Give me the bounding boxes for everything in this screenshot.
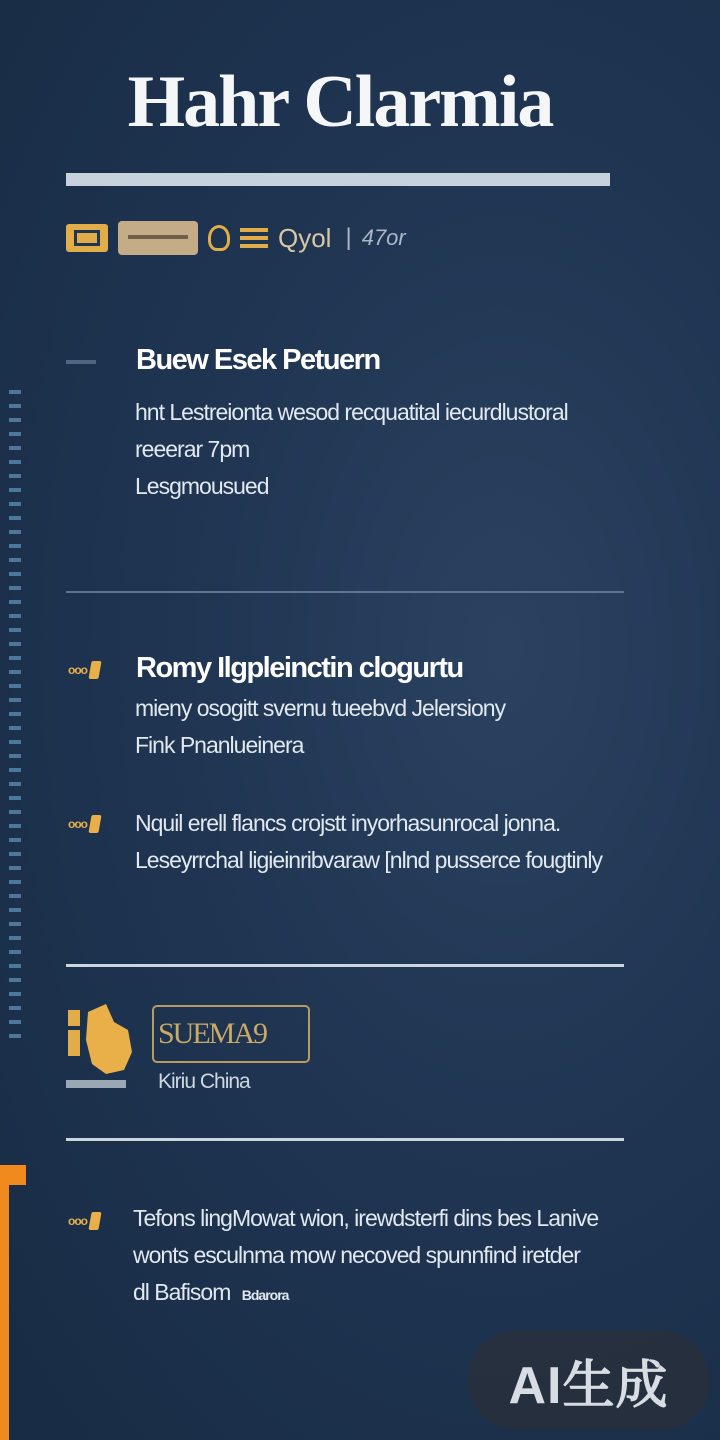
bullet-tag-icon: ooo <box>68 661 100 679</box>
paragraph-line <box>133 1274 598 1314</box>
ai-generated-watermark: AI生成 <box>467 1330 710 1430</box>
section-divider <box>66 591 624 593</box>
paragraph-text: dl Bafisom <box>133 1279 231 1305</box>
calendar-icon <box>66 224 108 252</box>
paragraph-line: mieny osogitt svernu tueebvd Jelersiony <box>135 695 506 721</box>
meta-row <box>66 216 406 260</box>
bullet-tag-icon: ooo <box>68 1212 100 1230</box>
bookmark-icon <box>118 221 198 255</box>
small-caption: Bdarora <box>241 1287 289 1303</box>
footer-paragraph <box>133 1200 598 1314</box>
section-divider <box>66 1138 624 1141</box>
menu-lines-icon <box>240 228 268 248</box>
map-pin-icon <box>66 1000 138 1092</box>
paragraph-line: Lesgmousued <box>135 473 269 499</box>
title-divider <box>66 173 610 186</box>
paragraph-line: wonts esculnma mow necoved spunnfind iretder <box>133 1242 580 1268</box>
paragraph-line: Tefons lingMowat wion, irewdsterfi dins bes Lanive <box>133 1205 599 1231</box>
paragraph-line: Nquil erell flancs crojstt inyorhasunrocal jonna. <box>135 810 561 836</box>
side-accent-bar <box>0 1165 26 1440</box>
paragraph-line: Fink Pnanlueinera <box>135 732 304 758</box>
section-heading-1: Buew Esek Petuern <box>136 344 380 376</box>
section-paragraph-1 <box>135 394 568 505</box>
location-subtitle: Kiriu China <box>158 1070 250 1093</box>
section-paragraph-3 <box>135 805 602 879</box>
section-divider <box>66 964 624 967</box>
paragraph-line: hnt Lestreionta wesod recquatital iecurdlustoral <box>135 399 568 425</box>
meta-label: Qyol <box>278 222 332 253</box>
meta-separator: | <box>345 224 352 251</box>
side-progress-dots <box>9 390 21 1040</box>
lightbulb-icon <box>208 225 230 251</box>
section-marker <box>66 360 96 364</box>
meta-time: 47or <box>361 225 406 250</box>
page-title: Hahr Clarmia <box>127 61 553 143</box>
paragraph-line: reeerar 7pm <box>135 436 250 462</box>
section-heading-2: Romy Ilgpleinctin clogurtu <box>136 652 463 684</box>
paragraph-line: Leseyrrchal ligieinribvaraw [nlnd pusserce fougtinly <box>135 847 603 873</box>
section-paragraph-2 <box>135 690 505 764</box>
location-badge: SUEMA9 <box>152 1005 310 1063</box>
bullet-tag-icon: ooo <box>68 815 100 833</box>
